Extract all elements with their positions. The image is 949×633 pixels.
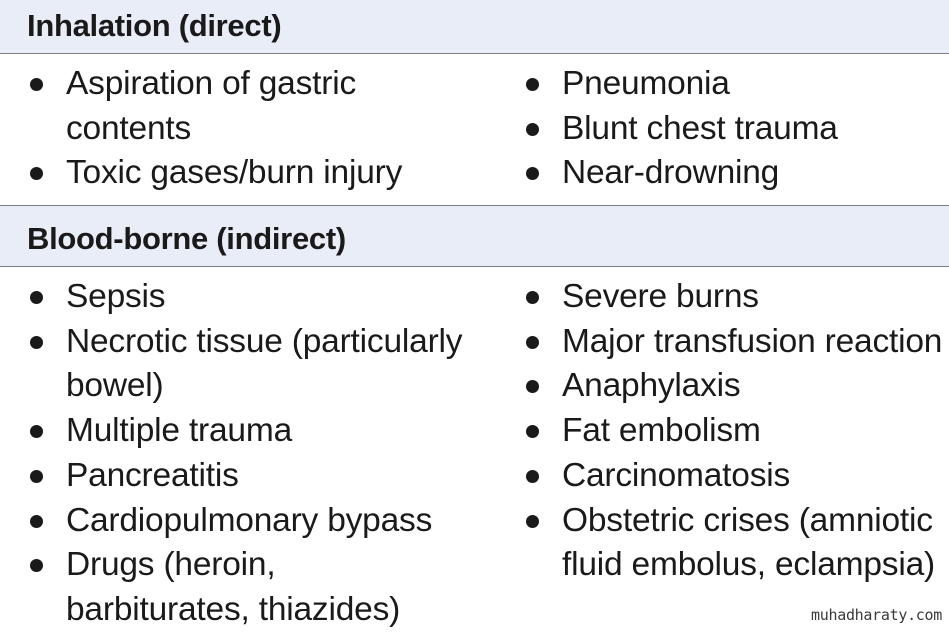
list-item: Severe burns: [523, 275, 949, 320]
section-title: Blood-borne (indirect): [27, 221, 346, 256]
section-header-blood-borne: [0, 205, 949, 267]
list-item: Pneumonia: [523, 62, 943, 107]
list-item: Blunt chest trauma: [523, 107, 943, 152]
list-item: Carcinomatosis: [523, 454, 949, 499]
list-item: Fat embolism: [523, 409, 949, 454]
section-header-inhalation: [0, 0, 949, 54]
list-item: Cardiopulmonary bypass: [27, 499, 467, 544]
list-item: Multiple trauma: [27, 409, 467, 454]
list-item: Anaphylaxis: [523, 364, 949, 409]
list-item: Pancreatitis: [27, 454, 467, 499]
section-title: Inhalation (direct): [27, 8, 282, 43]
list-item: Sepsis: [27, 275, 467, 320]
blood-borne-left-list: [27, 275, 467, 633]
list-item: Toxic gases/burn injury: [27, 151, 447, 196]
list-item: Drugs (heroin, barbiturates, thiazides): [27, 543, 467, 632]
list-item: Major transfusion reaction: [523, 320, 949, 365]
list-item: Necrotic tissue (particularly bowel): [27, 320, 467, 409]
list-item: Near-drowning: [523, 151, 943, 196]
list-item: Aspiration of gastric contents: [27, 62, 447, 151]
watermark: muhadharaty.com: [811, 606, 942, 624]
inhalation-right-list: [523, 62, 943, 196]
blood-borne-right-list: [523, 275, 949, 588]
inhalation-left-list: [27, 62, 447, 196]
list-item: Obstetric crises (amniotic fluid embolus, eclampsia): [523, 499, 949, 588]
